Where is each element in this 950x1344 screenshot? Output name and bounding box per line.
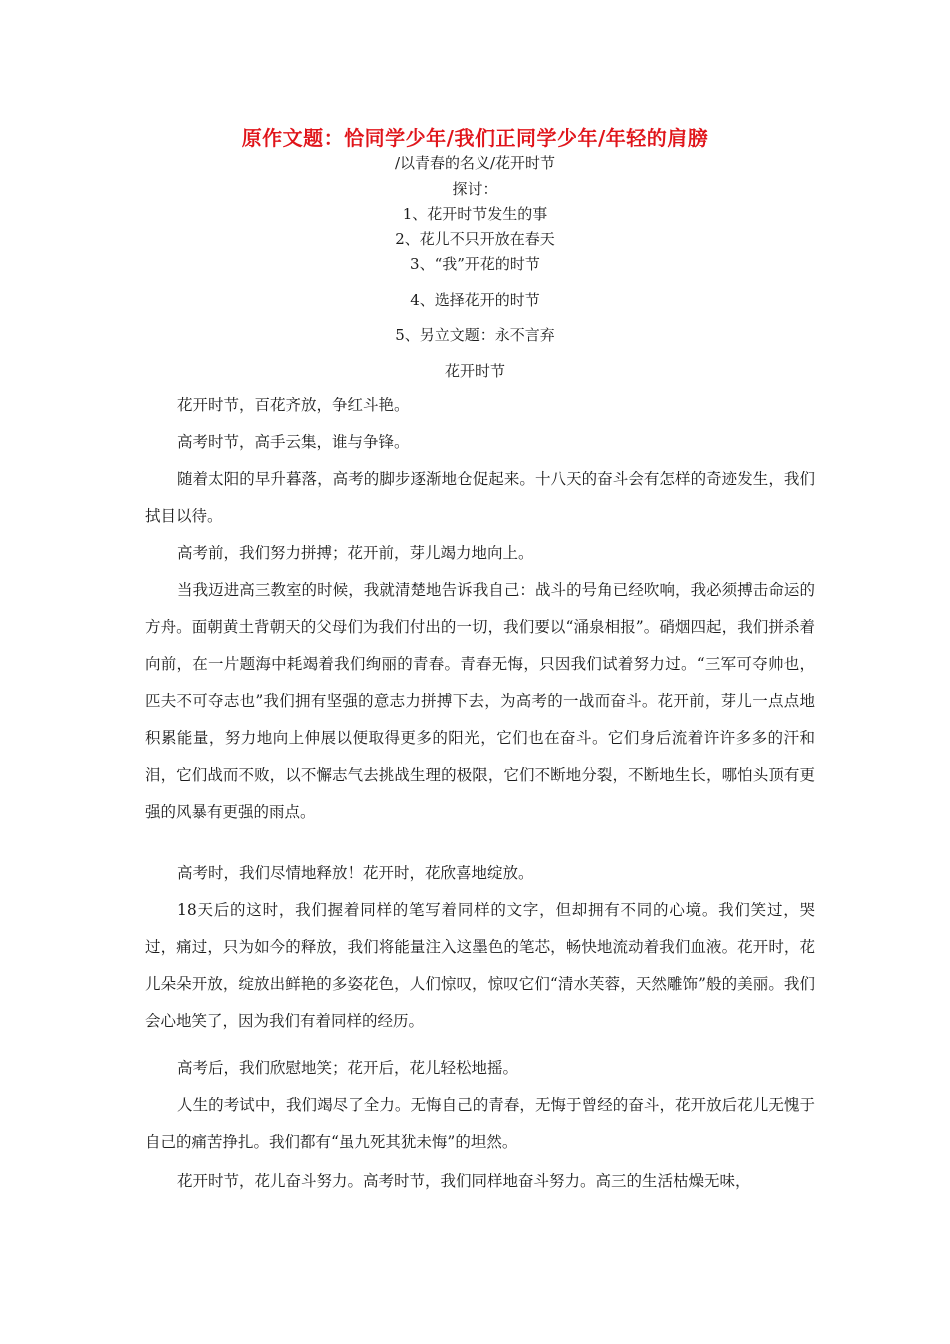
discussion-label: 探讨： <box>452 180 498 198</box>
paragraph: 高考前，我们努力拼搏；花开前，芽儿竭力地向上。 <box>177 544 534 562</box>
paragraph: 18天后的这时，我们握着同样的笔写着同样的文字，但却拥有不同的心境。我们笑过，哭过，痛过，只为如今的释放，我们将能量注入这墨色的笔芯，畅快地流动着我们血液。花开时，花儿朵朵开放，绽放出鲜艳的多姿花色，人们惊叹，惊叹它们“清水芙蓉，天然雕饰”般的美丽。我们会心地笑了，因为我们有着同样的经历。 <box>145 901 815 1030</box>
page-title: 原作文题：恰同学少年/我们正同学少年/年轻的肩膀 <box>241 126 709 150</box>
paragraph: 高考时，我们尽情地释放！花开时，花欣喜地绽放。 <box>177 864 534 882</box>
outline-item: 2、花儿不只开放在春天 <box>395 230 555 248</box>
paragraph: 人生的考试中，我们竭尽了全力。无悔自己的青春，无悔于曾经的奋斗，花开放后花儿无愧于自己的痛苦挣扎。我们都有“虽九死其犹未悔”的坦然。 <box>145 1096 815 1151</box>
paragraph: 当我迈进高三教室的时候，我就清楚地告诉我自己：战斗的号角已经吹响，我必须搏击命运的方舟。面朝黄土背朝天的父母们为我们付出的一切，我们要以“涌泉相报”。硝烟四起，我们拼杀着向前，在一片题海中耗竭着我们绚丽的青春。青春无悔，只因我们试着努力过。“三军可夺帅也，匹夫不可夺志也”我们拥有坚强的意志力拼搏下去，为高考的一战而奋斗。花开前，芽儿一点点地积累能量，努力地向上伸展以便取得更多的阳光，它们也在奋斗。它们身后流着许许多多的汗和泪，它们战而不败，以不懈志气去挑战生理的极限，它们不断地分裂，不断地生长，哪怕头顶有更强的风暴有更强的雨点。 <box>145 581 815 821</box>
essay-title: 花开时节 <box>444 362 505 380</box>
paragraph: 花开时节，百花齐放，争红斗艳。 <box>177 396 410 414</box>
paragraph: 高考时节，高手云集，谁与争锋。 <box>177 433 410 451</box>
outline-item: 1、花开时节发生的事 <box>402 205 548 223</box>
outline-item: 3、“我”开花的时节 <box>410 255 540 273</box>
outline-item: 5、另立文题：永不言弃 <box>395 326 555 344</box>
paragraph: 高考后，我们欣慰地笑；花开后，花儿轻松地摇。 <box>177 1059 519 1077</box>
outline-item: 4、选择花开的时节 <box>410 291 540 309</box>
subtitle: /以青春的名义/花开时节 <box>394 154 556 172</box>
paragraph: 随着太阳的早升暮落，高考的脚步逐渐地仓促起来。十八天的奋斗会有怎样的奇迹发生，我们拭目以待。 <box>145 470 815 525</box>
paragraph: 花开时节，花儿奋斗努力。高考时节，我们同样地奋斗努力。高三的生活枯燥无味， <box>177 1172 751 1190</box>
